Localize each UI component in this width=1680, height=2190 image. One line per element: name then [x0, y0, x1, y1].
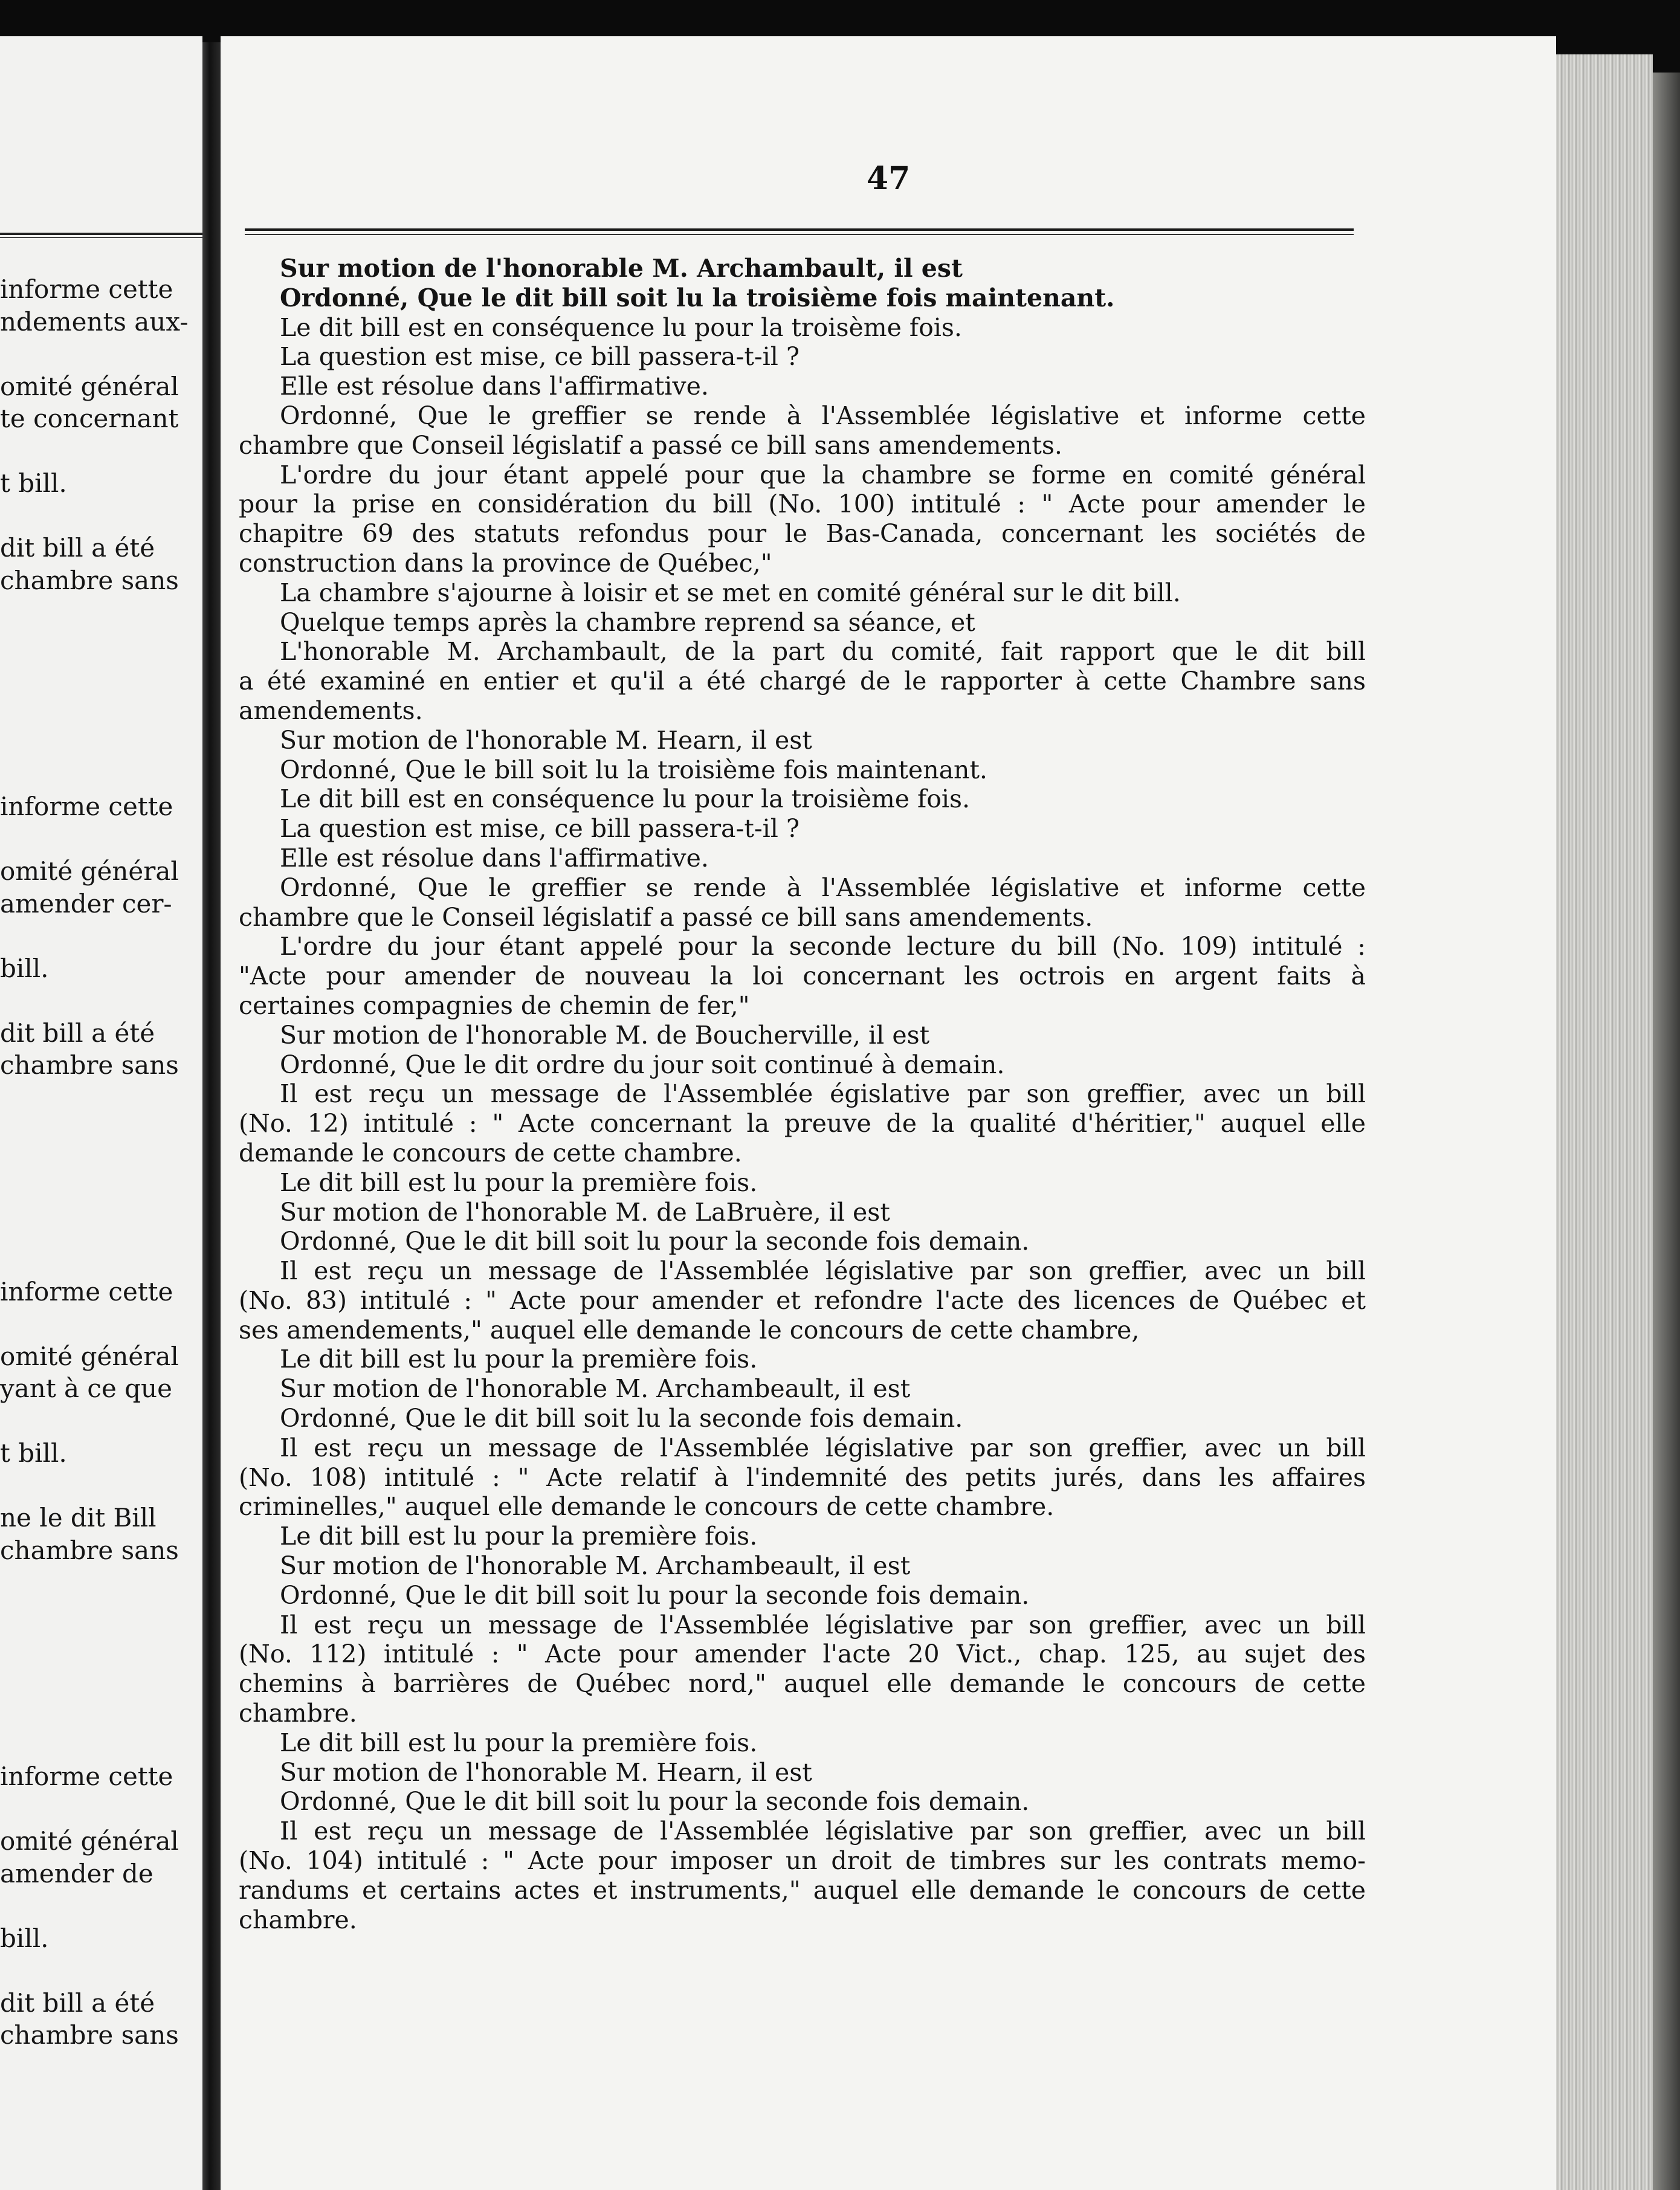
text-line: chemins à barrières de Québec nord," auquel elle demande le concours de cette	[239, 1669, 1366, 1699]
text-line: Il est reçu un message de l'Assemblée législative par son greffier, avec un bill	[280, 1256, 1366, 1286]
text-line: Le dit bill est lu pour la première fois.	[280, 1728, 758, 1757]
left-page-line: omité général	[0, 856, 179, 886]
left-page-line: chambre sans	[0, 2020, 179, 2050]
text-line: La question est mise, ce bill passera-t-il ?	[280, 342, 800, 372]
left-page-line: omité général	[0, 371, 179, 401]
text-line: Ordonné, Que le dit bill soit lu pour la seconde fois demain.	[280, 1580, 1030, 1610]
left-page-line: informe cette	[0, 1762, 173, 1791]
left-page-line: informe cette	[0, 274, 173, 304]
left-page-line: amender cer-	[0, 888, 172, 919]
text-line: Ordonné, Que le greffier se rende à l'Assemblée législative et informe cette	[280, 401, 1366, 430]
text-line: Sur motion de l'honorable M. Hearn, il est	[280, 1757, 812, 1787]
text-line: ses amendements," auquel elle demande le concours de cette chambre,	[239, 1315, 1140, 1345]
text-line: Ordonné, Que le dit bill soit lu la troisième fois maintenant.	[280, 283, 1115, 312]
text-line: Le dit bill est en conséquence lu pour la troisème fois.	[280, 312, 962, 342]
text-line: La question est mise, ce bill passera-t-il ?	[280, 814, 800, 844]
current-page	[221, 36, 1556, 2190]
left-page-line: dit bill a été	[0, 1018, 155, 1048]
left-page-line: amender de	[0, 1858, 153, 1888]
text-line: Quelque temps après la chambre reprend sa séance, et	[280, 607, 975, 637]
left-page-line: t bill.	[0, 1438, 67, 1468]
text-line: Le dit bill est lu pour la première fois.	[280, 1522, 758, 1551]
left-page-line: informe cette	[0, 1276, 173, 1307]
text-line: Elle est résolue dans l'affirmative.	[280, 372, 709, 401]
left-page-line: informe cette	[0, 792, 173, 821]
text-line: (No. 108) intitulé : " Acte relatif à l'indemnité des petits jurés, dans les affaires	[239, 1462, 1366, 1492]
page-body	[239, 254, 1366, 1934]
page-number: 47	[866, 160, 911, 197]
text-line: Sur motion de l'honorable M. de LaBruère, il est	[280, 1197, 890, 1227]
text-line: Ordonné, Que le dit ordre du jour soit continué à demain.	[280, 1050, 1005, 1079]
text-line: La chambre s'ajourne à loisir et se met en comité général sur le dit bill.	[280, 578, 1181, 607]
text-line: chambre.	[239, 1699, 357, 1728]
text-line: chambre que le Conseil législatif a passé ce bill sans amendements.	[239, 902, 1093, 932]
text-line: Il est reçu un message de l'Assemblée égislative par son greffier, avec un bill	[280, 1079, 1366, 1109]
left-page-line: t bill.	[0, 468, 67, 498]
text-line: Sur motion de l'honorable M. Archambeault, il est	[280, 1374, 911, 1404]
text-line: chapitre 69 des statuts refondus pour le Bas-Canada, concernant les sociétés de	[239, 519, 1366, 549]
text-line: Il est reçu un message de l'Assemblée législative par son greffier, avec un bill	[280, 1817, 1366, 1846]
left-page-line: omité général	[0, 1341, 179, 1371]
left-page-line: te concernant	[0, 404, 179, 433]
text-line: Le dit bill est lu pour la première fois.	[280, 1345, 758, 1374]
text-line: Sur motion de l'honorable M. Archambeault, il est	[280, 1551, 911, 1581]
text-line: randums et certains actes et instruments," auquel elle demande le concours de cette	[239, 1875, 1366, 1905]
text-line: Sur motion de l'honorable M. Archambault, il est	[280, 254, 963, 283]
text-line: (No. 83) intitulé : " Acte pour amender et refondre l'acte des licences de Québec et	[239, 1285, 1366, 1315]
text-line: Sur motion de l'honorable M. Hearn, il est	[280, 725, 812, 755]
text-line: Elle est résolue dans l'affirmative.	[280, 843, 709, 873]
text-line: demande le concours de cette chambre.	[239, 1138, 742, 1168]
text-line: Le dit bill est lu pour la première fois.	[280, 1168, 758, 1197]
left-page-line: chambre sans	[0, 1535, 179, 1565]
left-page-line: dit bill a été	[0, 1988, 155, 2018]
left-page-line: ne le dit Bill	[0, 1503, 157, 1533]
text-line: Sur motion de l'honorable M. de Boucherville, il est	[280, 1020, 930, 1050]
header-rule	[245, 228, 1354, 235]
text-line: (No. 104) intitulé : " Acte pour imposer un droit de timbres sur les contrats memo-	[239, 1846, 1366, 1876]
text-line: Ordonné, Que le bill soit lu la troisième fois maintenant.	[280, 755, 987, 784]
left-page-line: yant à ce que	[0, 1374, 172, 1403]
text-line: amendements.	[239, 696, 423, 725]
page-stack-edge	[1556, 54, 1653, 2190]
left-page-line: ndements aux-	[0, 306, 189, 337]
left-page-line: omité général	[0, 1826, 179, 1856]
text-line: "Acte pour amender de nouveau la loi concernant les octrois en argent faits à	[239, 961, 1366, 991]
text-line: Ordonné, Que le greffier se rende à l'Assemblée législative et informe cette	[280, 873, 1366, 902]
text-line: (No. 112) intitulé : " Acte pour amender l'acte 20 Vict., chap. 125, au sujet des	[239, 1639, 1366, 1669]
text-line: chambre.	[239, 1905, 357, 1934]
text-line: Ordonné, Que le dit bill soit lu pour la seconde fois demain.	[280, 1787, 1030, 1817]
text-line: L'ordre du jour étant appelé pour la seconde lecture du bill (No. 109) intitulé :	[280, 932, 1366, 961]
text-line: Ordonné, Que le dit bill soit lu pour la seconde fois demain.	[280, 1227, 1030, 1256]
text-line: Il est reçu un message de l'Assemblée législative par son greffier, avec un bill	[280, 1610, 1366, 1639]
left-page-line: dit bill a été	[0, 533, 155, 563]
book-gutter	[202, 42, 221, 2190]
text-line: Il est reçu un message de l'Assemblée législative par son greffier, avec un bill	[280, 1433, 1366, 1462]
left-page-line: bill.	[0, 1923, 49, 1953]
left-page-rule	[0, 233, 202, 238]
text-line: L'ordre du jour étant appelé pour que la chambre se forme en comité général	[280, 460, 1366, 489]
text-line: L'honorable M. Archambault, de la part du comité, fait rapport que le dit bill	[280, 637, 1366, 667]
text-line: (No. 12) intitulé : " Acte concernant la preuve de la qualité d'héritier," auquel elle	[239, 1109, 1366, 1139]
text-line: a été examiné en entier et qu'il a été chargé de le rapporter à cette Chambre sans	[239, 667, 1366, 696]
text-line: construction dans la province de Québec,"	[239, 548, 772, 578]
left-page-line: bill.	[0, 953, 49, 983]
book-cover-edge	[1653, 73, 1680, 2190]
text-line: Ordonné, Que le dit bill soit lu la seconde fois demain.	[280, 1404, 963, 1433]
text-line: Le dit bill est en conséquence lu pour la troisième fois.	[280, 784, 971, 814]
text-line: chambre que Conseil législatif a passé ce bill sans amendements.	[239, 430, 1062, 460]
left-page-line: chambre sans	[0, 565, 179, 595]
text-line: certaines compagnies de chemin de fer,"	[239, 990, 750, 1020]
left-page-line: chambre sans	[0, 1050, 179, 1080]
text-line: criminelles," auquel elle demande le concours de cette chambre.	[239, 1492, 1055, 1522]
previous-page-fragment	[0, 36, 202, 2190]
text-line: pour la prise en considération du bill (No. 100) intitulé : " Acte pour amender le	[239, 489, 1366, 519]
